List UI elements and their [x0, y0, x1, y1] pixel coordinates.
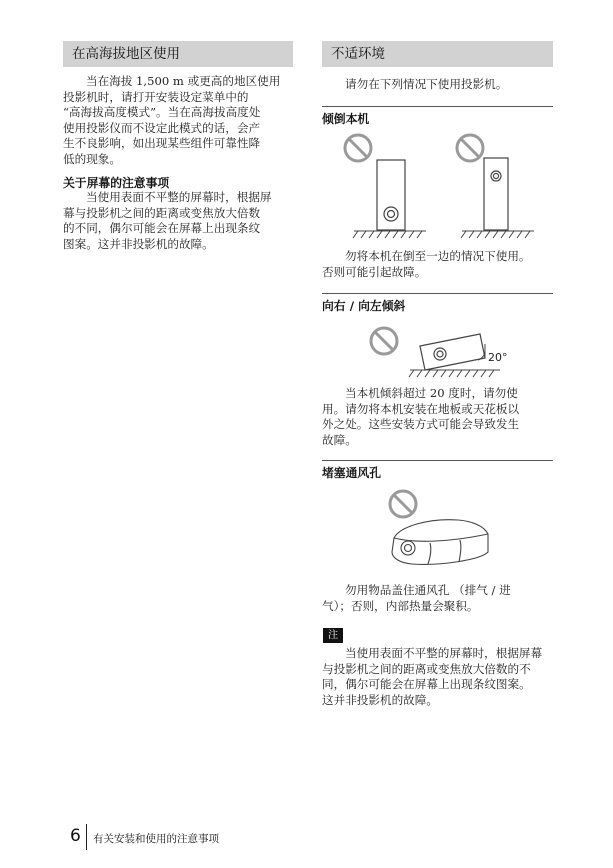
lean-heading: 向右 / 向左倾斜: [322, 299, 406, 313]
paragraph-line: 勿用物品盖住通风孔 （排气 / 进: [345, 583, 511, 597]
angle-label: 20°: [488, 351, 508, 364]
floor-icon: [353, 231, 534, 238]
footer-divider: [86, 824, 87, 850]
intro-paragraph: [322, 77, 558, 93]
section-heading-high-altitude: 在高海拔地区使用: [63, 41, 293, 67]
paragraph-line: “高海拔高度模式”。当在高海拔高度处: [63, 105, 261, 120]
paragraph-line: 与投影机之间的距离或变焦放大倍数的不: [322, 661, 531, 676]
paragraph-line: 外之处。这些安装方式可能会导致发生: [322, 417, 520, 432]
section-divider: [322, 293, 553, 294]
prohibited-icon: [371, 328, 397, 354]
tilted-projector-icon: [420, 334, 485, 370]
paragraph-line: 同，偶尔可能会在屏幕上出现条纹图案。: [322, 677, 531, 692]
page-number: 6: [70, 826, 81, 846]
paragraph-line: 幕与投影机之间的距离或变焦放大倍数: [63, 205, 261, 220]
covered-projector-illustration: [380, 486, 500, 572]
paragraph-line: 请勿在下列情况下使用投影机。: [345, 77, 508, 91]
paragraph-line: 勿将本机在倒至一边的情况下使用。: [345, 249, 531, 263]
vent-heading: 堵塞通风孔: [322, 466, 381, 480]
vent-paragraph: [322, 583, 558, 614]
section-divider: [322, 460, 553, 461]
paragraph-line: 用。请勿将本机安装在地板或天花板以: [322, 401, 520, 416]
paragraph-line: 生不良影响，如出现某些组件可靠性降: [63, 136, 261, 151]
tilt-paragraph: [322, 249, 558, 280]
paragraph-line: 气）；否则，内部热量会聚积。: [322, 598, 479, 613]
paragraph-line: 使用投影仪而不设定此模式的话，会产: [63, 120, 261, 135]
tilt-heading: 倾倒本机: [322, 112, 370, 126]
tilted-projector-illustration: [360, 320, 530, 380]
section-divider: [322, 106, 553, 107]
paragraph-line: 当在海拔 1,500 m 或更高的地区使用: [86, 74, 281, 88]
screen-notes-heading: 关于屏幕的注意事项: [63, 176, 170, 190]
prohibited-icon: [457, 135, 483, 161]
paragraph-line: 当使用表面不平整的屏幕时，根据屏: [86, 190, 272, 204]
prohibited-icon: [390, 491, 416, 517]
paragraph-line: 投影机时，请打开安装设定菜单中的: [63, 89, 249, 104]
projector-on-end-icon: [484, 158, 508, 230]
paragraph-line: 图案。这并非投影机的故障。: [63, 236, 214, 251]
screen-notes-paragraph: [63, 190, 299, 252]
footer-section-title: 有关安装和使用的注意事项: [93, 833, 219, 845]
paragraph-line: 当本机倾斜超过 20 度时，请勿使: [345, 386, 518, 400]
section-heading-unsuitable-environment: 不适环境: [322, 41, 553, 67]
projector-on-end-icon: [377, 160, 405, 230]
high-altitude-paragraph: [63, 74, 299, 168]
paragraph-line: 当使用表面不平整的屏幕时，根据屏幕: [345, 646, 543, 660]
prohibited-icon: [345, 135, 371, 161]
lean-paragraph: [322, 386, 558, 448]
covered-projector-icon: [392, 520, 488, 565]
paragraph-line: 否则可能引起故障。: [322, 264, 427, 279]
paragraph-line: 故障。: [322, 432, 357, 447]
tipped-projector-illustration: [330, 126, 550, 246]
floor-icon: [409, 370, 500, 377]
paragraph-line: 这并非投影机的故障。: [322, 692, 438, 707]
note-badge: 注: [323, 628, 343, 643]
note-paragraph: [322, 646, 558, 708]
paragraph-line: 低的现象。: [63, 151, 121, 166]
paragraph-line: 的不同，偶尔可能会在屏幕上出现条纹: [63, 221, 261, 236]
